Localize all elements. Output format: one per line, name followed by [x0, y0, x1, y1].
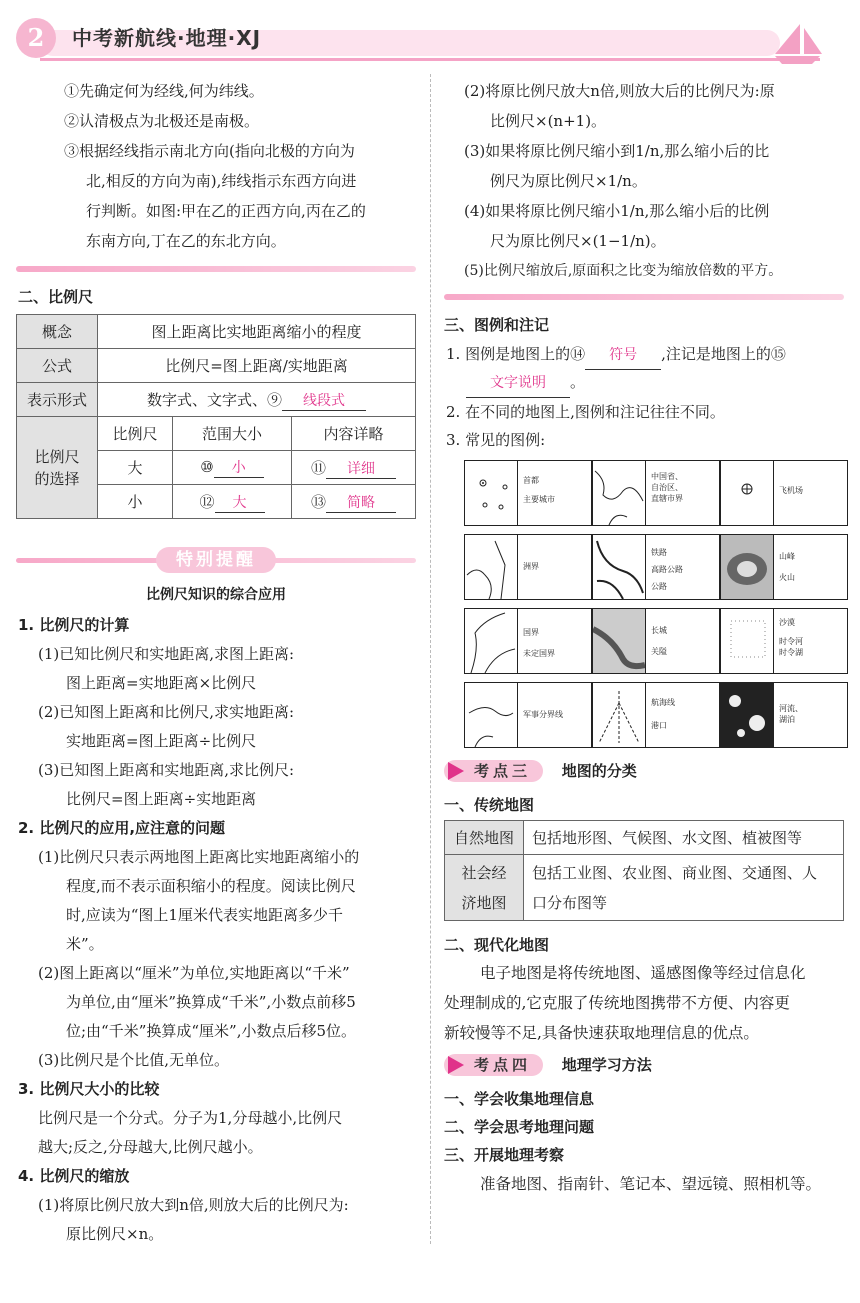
- left-intro: [64, 76, 424, 266]
- text: 1. 图例是地图上的⑭: [446, 345, 586, 363]
- text-line: 为单位,由“厘米”换算成“千米”,小数点前移5: [66, 993, 356, 1011]
- map-thumbnail: [593, 461, 646, 525]
- label-line: 社会经: [461, 863, 507, 882]
- cell-formula-label: 公式: [17, 349, 98, 383]
- legend-cell: [720, 534, 848, 600]
- cell-range: [173, 451, 292, 485]
- answer-blank: 大: [215, 492, 265, 513]
- text-line: 原比例尺×n。: [66, 1225, 164, 1243]
- legend-item-3: 3. 常见的图例:: [446, 431, 546, 449]
- legend-cell: [720, 460, 848, 526]
- legend-cell: [592, 682, 720, 748]
- subheader-range: 范围大小: [173, 417, 292, 451]
- text-line: 图上距离=实地距离×比例尺: [66, 674, 257, 692]
- text-line: 位;由“千米”换算成“厘米”,小数点后移5位。: [66, 1022, 357, 1040]
- text-line: 时,应读为“图上1厘米代表实地距离多少千: [66, 906, 343, 924]
- legend-label: 火山: [779, 573, 795, 582]
- legend-label: 河流、: [779, 704, 803, 713]
- answer-blank: 简略: [326, 492, 396, 513]
- legend-label: 湖泊: [779, 715, 795, 724]
- cell-range: [173, 485, 292, 519]
- map-thumbnail: [721, 683, 774, 747]
- scale-table: [16, 314, 416, 519]
- choice-label-line: 比例尺: [34, 447, 80, 466]
- text-line: (1)比例尺只表示两地图上距离比实地距离缩小的: [38, 848, 360, 866]
- legend-label: 飞机场: [779, 486, 803, 495]
- legend-label: 直辖市界: [651, 494, 683, 503]
- cell-label: 自然地图: [445, 821, 524, 855]
- legend-cell: [720, 608, 848, 674]
- text-line: 处理制成的,它克服了传统地图携带不方便、内容更: [444, 994, 790, 1012]
- label-line: 济地图: [461, 893, 507, 912]
- legend-label: 洲界: [523, 562, 539, 571]
- intro-line: 东南方向,丁在乙的东北方向。: [86, 232, 286, 250]
- subsection-title: 1. 比例尺的计算: [18, 616, 130, 634]
- legend-label: 公路: [651, 582, 667, 591]
- text-line: (3)如果将原比例尺缩小到1/n,那么缩小后的比: [464, 142, 770, 160]
- modern-paragraph: [444, 958, 848, 1050]
- subheader-scale: 比例尺: [98, 417, 173, 451]
- text: 。: [570, 373, 586, 391]
- intro-line: ①先确定何为经线,何为纬线。: [64, 82, 264, 100]
- text-line: (2)图上距离以“厘米”为单位,实地距离以“千米”: [38, 964, 350, 982]
- intro-line: ③根据经线指示南北方向(指向北极的方向为: [64, 142, 355, 160]
- legend-label: 未定国界: [523, 649, 555, 658]
- legend-label: 自治区、: [651, 483, 683, 492]
- kaodian-badge: 考点三: [444, 760, 543, 782]
- legend-label: 时令湖: [779, 648, 803, 657]
- answer-blank: 线段式: [282, 390, 366, 411]
- right-top: [464, 76, 848, 286]
- map-thumbnail: [721, 535, 774, 599]
- map-thumbnail: [721, 609, 774, 673]
- cell-concept-value: 图上距离比实地距离缩小的程度: [98, 315, 416, 349]
- column-divider: [430, 74, 431, 1244]
- blank-number: ⑫: [199, 492, 215, 511]
- text-line: (2)将原比例尺放大n倍,则放大后的比例尺为:原: [464, 82, 775, 100]
- legend-cell: [464, 460, 592, 526]
- legend-label: 长城: [651, 626, 667, 635]
- legend-label: 主要城市: [523, 495, 555, 504]
- answer-blank: 文字说明: [466, 369, 570, 398]
- cell-detail: [292, 485, 416, 519]
- blank-number: ⑬: [310, 492, 326, 511]
- text: ,注记是地图上的⑮: [661, 345, 786, 363]
- text-line: 比例尺=图上距离÷实地距离: [66, 790, 257, 808]
- blank-number: ⑪: [310, 458, 326, 477]
- sailboat-logo: [775, 24, 822, 64]
- text-line: 越大;反之,分母越大,比例尺越小。: [38, 1138, 263, 1156]
- cell-value: [524, 855, 844, 921]
- answer-blank: 小: [214, 457, 264, 478]
- cell-form-value: [98, 383, 416, 417]
- legend-cell: [464, 682, 592, 748]
- legend-item-1b: [466, 368, 585, 398]
- cell-scale: 大: [98, 451, 173, 485]
- form-text: 数字式、文字式、⑨: [146, 390, 282, 409]
- text-line: (4)如果将原比例尺缩小1/n,那么缩小后的比例: [464, 202, 770, 220]
- method-item: 三、开展地理考察: [444, 1146, 565, 1164]
- legend-label: 关隘: [651, 647, 667, 656]
- legend-label: 港口: [651, 721, 667, 730]
- subheader-detail: 内容详略: [292, 417, 416, 451]
- map-thumbnail: [593, 609, 646, 673]
- cell-detail: [292, 451, 416, 485]
- map-thumbnail: [465, 683, 518, 747]
- text-line: 米”。: [66, 935, 104, 953]
- legend-grid: [464, 460, 844, 746]
- answer-blank: 详细: [326, 458, 396, 479]
- subsection-title: 3. 比例尺大小的比较: [18, 1080, 160, 1098]
- intro-line: 北,相反的方向为南),纬线指示东西方向进: [86, 172, 357, 190]
- legend-item-2: 2. 在不同的地图上,图例和注记往往不同。: [446, 403, 725, 421]
- section-title: 一、传统地图: [444, 796, 535, 814]
- legend-cell: [592, 608, 720, 674]
- legend-cell: [464, 534, 592, 600]
- legend-label: 高路公路: [651, 565, 683, 574]
- text-line: (2)已知图上距离和比例尺,求实地距离:: [38, 703, 295, 721]
- page-number: 2: [16, 18, 56, 58]
- map-thumbnail: [465, 461, 518, 525]
- legend-item-1: [446, 340, 846, 370]
- answer-blank: 符号: [585, 341, 661, 370]
- cell-formula-value: 比例尺=图上距离/实地距离: [98, 349, 416, 383]
- legend-label: 国界: [523, 628, 539, 637]
- legend-label: 铁路: [651, 548, 667, 557]
- section-title: 三、图例和注记: [444, 316, 550, 334]
- intro-line: 行判断。如图:甲在乙的正西方向,丙在乙的: [86, 202, 366, 220]
- text-line: (1)将原比例尺放大到n倍,则放大后的比例尺为:: [38, 1196, 349, 1214]
- method-detail: 准备地图、指南针、笔记本、望远镜、照相机等。: [480, 1175, 822, 1193]
- text-line: (5)比例尺缩放后,原面积之比变为缩放倍数的平方。: [464, 263, 783, 279]
- method-item: 二、学会思考地理问题: [444, 1118, 595, 1136]
- text-line: 实地距离=图上距离÷比例尺: [66, 732, 257, 750]
- subsection-title: 4. 比例尺的缩放: [18, 1167, 130, 1185]
- legend-label: 首都: [523, 476, 539, 485]
- divider: [16, 266, 416, 272]
- legend-cell: [592, 460, 720, 526]
- cell-concept-label: 概念: [17, 315, 98, 349]
- value-line: 包括工业图、农业图、商业图、交通图、人: [532, 863, 818, 882]
- divider: [444, 294, 844, 300]
- airport-icon: [721, 461, 774, 525]
- choice-label-line: 的选择: [34, 469, 80, 488]
- text-line: 尺为原比例尺×(1−1/n)。: [490, 232, 666, 250]
- legend-cell: [720, 682, 848, 748]
- legend-cell: [592, 534, 720, 600]
- special-title: 特别提醒: [156, 547, 276, 573]
- map-thumbnail: [593, 683, 646, 747]
- text-line: (3)已知图上距离和实地距离,求比例尺:: [38, 761, 295, 779]
- traditional-map-table: [444, 820, 844, 921]
- subsection-title: 2. 比例尺的应用,应注意的问题: [18, 819, 226, 837]
- kaodian-badge: 考点四: [444, 1054, 543, 1076]
- blank-number: ⑩: [200, 458, 214, 476]
- cell-label: [445, 855, 524, 921]
- kaodian4-heading: [444, 1054, 652, 1076]
- cell-form-label: 表示形式: [17, 383, 98, 417]
- text-line: (3)比例尺是个比值,无单位。: [38, 1051, 230, 1069]
- legend-label: 时令河: [779, 637, 803, 646]
- cell-value: 包括地形图、气候图、水文图、植被图等: [524, 821, 844, 855]
- value-line: 口分布图等: [532, 893, 608, 912]
- kaodian3-heading: [444, 760, 637, 782]
- map-thumbnail: [465, 535, 518, 599]
- legend-label: 中国省、: [651, 472, 683, 481]
- cell-scale: 小: [98, 485, 173, 519]
- legend-label: 航海线: [651, 698, 675, 707]
- header-title: 中考新航线·地理·XJ: [72, 26, 262, 50]
- text-line: 比例尺×(n+1)。: [490, 112, 607, 130]
- kaodian-title: 地理学习方法: [561, 1056, 652, 1074]
- legend-label: 山峰: [779, 552, 795, 561]
- special-subtitle: 比例尺知识的综合应用: [146, 587, 286, 603]
- kaodian-title: 地图的分类: [561, 762, 637, 780]
- cell-choice-label: [17, 417, 98, 519]
- map-thumbnail: [593, 535, 646, 599]
- text-line: 例尺为原比例尺×1/n。: [490, 172, 647, 190]
- text-line: 电子地图是将传统地图、遥感图像等经过信息化: [480, 964, 806, 982]
- section-title: 二、比例尺: [18, 288, 94, 306]
- legend-cell: [464, 608, 592, 674]
- section-title: 二、现代化地图: [444, 936, 550, 954]
- text-line: 比例尺是一个分式。分子为1,分母越小,比例尺: [38, 1109, 343, 1127]
- legend-label: 沙漠: [779, 618, 795, 627]
- text-line: 程度,而不表示面积缩小的程度。阅读比例尺: [66, 877, 356, 895]
- legend-label: 军事分界线: [523, 710, 563, 719]
- map-thumbnail: [465, 609, 518, 673]
- left-body: [18, 610, 428, 1250]
- intro-line: ②认清极点为北极还是南极。: [64, 112, 260, 130]
- text-line: 新较慢等不足,具备快速获取地理信息的优点。: [444, 1024, 759, 1042]
- method-item: 一、学会收集地理信息: [444, 1090, 595, 1108]
- text-line: (1)已知比例尺和实地距离,求图上距离:: [38, 645, 295, 663]
